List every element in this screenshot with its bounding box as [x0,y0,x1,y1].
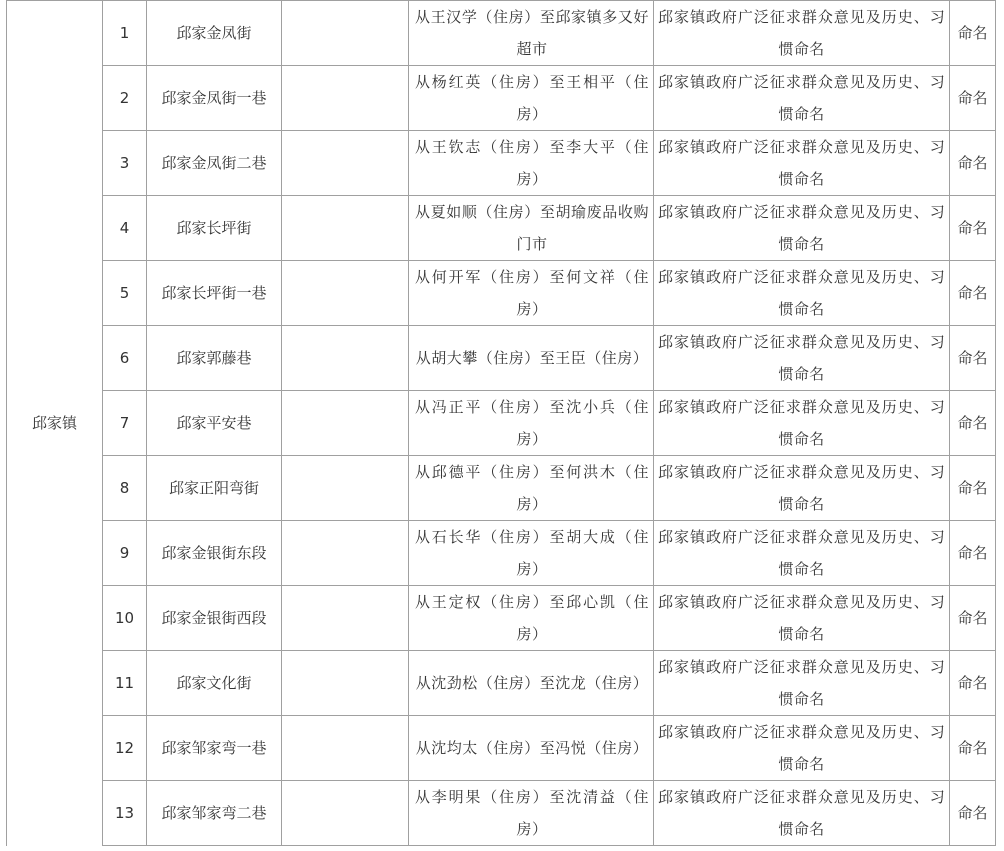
blank-cell [282,261,409,326]
row-number: 5 [103,261,147,326]
blank-cell [282,131,409,196]
table-row [7,1,996,66]
table-body [7,1,996,846]
street-range: 从王汉学（住房）至邱家镇多又好超市 [409,1,654,66]
row-number: 12 [103,716,147,781]
street-name: 邱家金凤街二巷 [147,131,282,196]
table-row [7,586,996,651]
street-range: 从冯正平（住房）至沈小兵（住房） [409,391,654,456]
naming-basis: 邱家镇政府广泛征求群众意见及历史、习惯命名 [654,456,950,521]
street-range: 从石长华（住房）至胡大成（住房） [409,521,654,586]
blank-cell [282,521,409,586]
blank-cell [282,391,409,456]
blank-cell [282,651,409,716]
street-range: 从王钦志（住房）至李大平（住房） [409,131,654,196]
street-name: 邱家邹家弯二巷 [147,781,282,846]
naming-type: 命名 [950,651,996,716]
blank-cell [282,196,409,261]
street-name: 邱家正阳弯街 [147,456,282,521]
row-number: 1 [103,1,147,66]
street-range: 从邱德平（住房）至何洪木（住房） [409,456,654,521]
naming-basis: 邱家镇政府广泛征求群众意见及历史、习惯命名 [654,261,950,326]
street-name: 邱家长坪街 [147,196,282,261]
table-row [7,391,996,456]
table-row [7,521,996,586]
table-row [7,66,996,131]
blank-cell [282,326,409,391]
blank-cell [282,716,409,781]
naming-basis: 邱家镇政府广泛征求群众意见及历史、习惯命名 [654,391,950,456]
naming-type: 命名 [950,196,996,261]
naming-type: 命名 [950,586,996,651]
naming-basis: 邱家镇政府广泛征求群众意见及历史、习惯命名 [654,651,950,716]
naming-basis: 邱家镇政府广泛征求群众意见及历史、习惯命名 [654,131,950,196]
row-number: 4 [103,196,147,261]
row-number: 13 [103,781,147,846]
table-row [7,261,996,326]
row-number: 7 [103,391,147,456]
naming-basis: 邱家镇政府广泛征求群众意见及历史、习惯命名 [654,521,950,586]
table-row [7,456,996,521]
table-row [7,716,996,781]
naming-basis: 邱家镇政府广泛征求群众意见及历史、习惯命名 [654,716,950,781]
naming-basis: 邱家镇政府广泛征求群众意见及历史、习惯命名 [654,586,950,651]
street-name: 邱家长坪街一巷 [147,261,282,326]
street-range: 从王定权（住房）至邱心凯（住房） [409,586,654,651]
naming-basis: 邱家镇政府广泛征求群众意见及历史、习惯命名 [654,326,950,391]
table-row [7,651,996,716]
naming-type: 命名 [950,326,996,391]
blank-cell [282,781,409,846]
blank-cell [282,456,409,521]
naming-basis: 邱家镇政府广泛征求群众意见及历史、习惯命名 [654,196,950,261]
naming-type: 命名 [950,716,996,781]
naming-type: 命名 [950,1,996,66]
naming-basis: 邱家镇政府广泛征求群众意见及历史、习惯命名 [654,781,950,846]
row-number: 10 [103,586,147,651]
row-number: 11 [103,651,147,716]
blank-cell [282,586,409,651]
street-name: 邱家文化街 [147,651,282,716]
street-range: 从何开军（住房）至何文祥（住房） [409,261,654,326]
street-name: 邱家金凤街 [147,1,282,66]
row-number: 2 [103,66,147,131]
blank-cell [282,1,409,66]
row-number: 3 [103,131,147,196]
street-range: 从沈劲松（住房）至沈龙（住房） [409,651,654,716]
naming-basis: 邱家镇政府广泛征求群众意见及历史、习惯命名 [654,1,950,66]
row-number: 8 [103,456,147,521]
blank-cell [282,66,409,131]
street-name: 邱家平安巷 [147,391,282,456]
naming-type: 命名 [950,456,996,521]
street-range: 从沈均太（住房）至冯悦（住房） [409,716,654,781]
street-range: 从杨红英（住房）至王相平（住房） [409,66,654,131]
street-range: 从李明果（住房）至沈清益（住房） [409,781,654,846]
watermark-overlay [856,813,946,835]
street-naming-table [6,0,996,846]
street-range: 从胡大攀（住房）至王臣（住房） [409,326,654,391]
street-name: 邱家金银街东段 [147,521,282,586]
naming-type: 命名 [950,521,996,586]
table-row [7,326,996,391]
naming-type: 命名 [950,66,996,131]
table-row [7,131,996,196]
row-number: 9 [103,521,147,586]
street-name: 邱家金银街西段 [147,586,282,651]
street-name: 邱家郭藤巷 [147,326,282,391]
table-row [7,781,996,846]
naming-type: 命名 [950,781,996,846]
street-name: 邱家金凤街一巷 [147,66,282,131]
naming-type: 命名 [950,131,996,196]
naming-type: 命名 [950,391,996,456]
table-row [7,196,996,261]
naming-type: 命名 [950,261,996,326]
naming-basis: 邱家镇政府广泛征求群众意见及历史、习惯命名 [654,66,950,131]
town-cell: 邱家镇 [7,1,103,846]
row-number: 6 [103,326,147,391]
street-range: 从夏如顺（住房）至胡瑜废品收购门市 [409,196,654,261]
street-name: 邱家邹家弯一巷 [147,716,282,781]
